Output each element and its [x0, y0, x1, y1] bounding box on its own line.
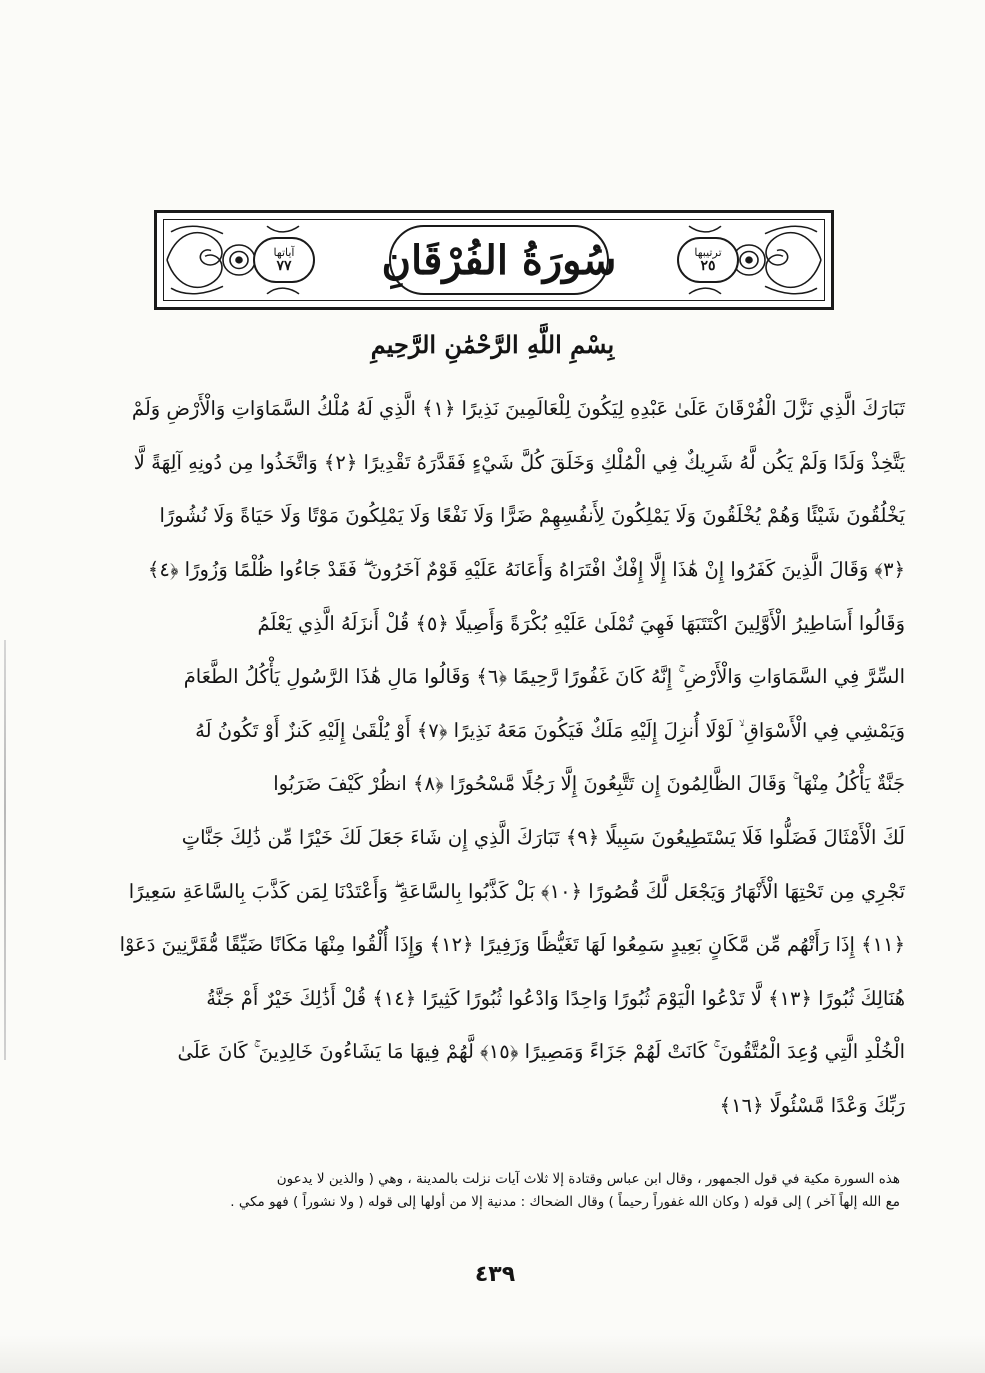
verse-block [90, 382, 905, 1132]
page-bottom-edge [0, 1335, 985, 1373]
verse-line: تَبَارَكَ الَّذِي نَزَّلَ الْفُرْقَانَ عَلَىٰ عَبْدِهِ لِيَكُونَ لِلْعَالَمِينَ نَذِيرًا ﴿١﴾ الَّذِي لَهُ مُلْكُ السَّمَاوَاتِ وَالْأَرْضِ وَلَمْ [131, 397, 905, 421]
verse-line: ﴿١١﴾ إِذَا رَأَتْهُم مِّن مَّكَانٍ بَعِيدٍ سَمِعُوا لَهَا تَغَيُّظًا وَزَفِيرًا ﴿١٢﴾ وَإِذَا أُلْقُوا مِنْهَا مَكَانًا ضَيِّقًا مُّقَرَّنِينَ دَعَوْا [119, 933, 905, 957]
ayat-count-medallion [253, 237, 315, 283]
verse-line: يَتَّخِذْ وَلَدًا وَلَمْ يَكُن لَّهُ شَرِيكٌ فِي الْمُلْكِ وَخَلَقَ كُلَّ شَيْءٍ فَقَدَّرَهُ تَقْدِيرًا ﴿٢﴾ وَاتَّخَذُوا مِن دُونِهِ آلِهَةً لَّا [133, 450, 905, 474]
verse-line: تَجْرِي مِن تَحْتِهَا الْأَنْهَارُ وَيَجْعَل لَّكَ قُصُورًا ﴿١٠﴾ بَلْ كَذَّبُوا بِالسَّاعَةِ ۖ وَأَعْتَدْنَا لِمَن كَذَّبَ بِالسَّاعَةِ سَعِيرًا [128, 879, 905, 903]
basmala: بِسْمِ اللَّهِ الرَّحْمَٰنِ الرَّحِيمِ [370, 330, 615, 359]
verse-line: الْخُلْدِ الَّتِي وُعِدَ الْمُتَّقُونَ ۚ كَانَتْ لَهُمْ جَزَاءً وَمَصِيرًا ﴿١٥﴾ لَّهُمْ فِيهَا مَا يَشَاءُونَ خَالِدِينَ ۚ كَانَ عَلَىٰ [177, 1040, 905, 1064]
order-number: ٢٥ [700, 258, 716, 274]
verse-line: رَبِّكَ وَعْدًا مَّسْئُولًا ﴿١٦﴾ [719, 1094, 905, 1118]
verse-line: لَكَ الْأَمْثَالَ فَضَلُّوا فَلَا يَسْتَطِيعُونَ سَبِيلًا ﴿٩﴾ تَبَارَكَ الَّذِي إِن شَاءَ جَعَلَ لَكَ خَيْرًا مِّن ذَٰلِكَ جَنَّاتٍ [181, 826, 905, 850]
verse-line: وَيَمْشِي فِي الْأَسْوَاقِ ۙ لَوْلَا أُنزِلَ إِلَيْهِ مَلَكٌ فَيَكُونَ مَعَهُ نَذِيرًا ﴿٧﴾ أَوْ يُلْقَىٰ إِلَيْهِ كَنزٌ أَوْ تَكُونُ لَهُ [195, 718, 905, 742]
ayat-label: آياتها [273, 246, 295, 259]
footnote [100, 1168, 900, 1214]
verse-line: يَخْلُقُونَ شَيْئًا وَهُمْ يُخْلَقُونَ وَلَا يَمْلِكُونَ لِأَنفُسِهِمْ ضَرًّا وَلَا نَفْعًا وَلَا يَمْلِكُونَ مَوْتًا وَلَا حَيَاةً وَلَا نُشُورًا [159, 504, 905, 528]
surah-title: سُورَةُ الفُرْقَانِ [381, 236, 617, 284]
ayat-number: ٧٧ [276, 258, 292, 274]
verse-line: جَنَّةٌ يَأْكُلُ مِنْهَا ۚ وَقَالَ الظَّالِمُونَ إِن تَتَّبِعُونَ إِلَّا رَجُلًا مَّسْحُورًا ﴿٨﴾ انظُرْ كَيْفَ ضَرَبُوا [273, 772, 905, 796]
surah-order-medallion [677, 237, 739, 283]
surah-title-cartouche [381, 225, 617, 295]
verse-line: وَقَالُوا أَسَاطِيرُ الْأَوَّلِينَ اكْتَتَبَهَا فَهِيَ تُمْلَىٰ عَلَيْهِ بُكْرَةً وَأَصِيلًا ﴿٥﴾ قُلْ أَنزَلَهُ الَّذِي يَعْلَمُ [257, 611, 905, 635]
verse-line: هُنَالِكَ ثُبُورًا ﴿١٣﴾ لَّا تَدْعُوا الْيَوْمَ ثُبُورًا وَاحِدًا وَادْعُوا ثُبُورًا كَثِيرًا ﴿١٤﴾ قُلْ أَذَٰلِكَ خَيْرٌ أَمْ جَنَّةُ [206, 986, 905, 1010]
verse-line: السِّرَّ فِي السَّمَاوَاتِ وَالْأَرْضِ ۚ إِنَّهُ كَانَ غَفُورًا رَّحِيمًا ﴿٦﴾ وَقَالُوا مَالِ هَٰذَا الرَّسُولِ يَأْكُلُ الطَّعَامَ [183, 665, 905, 689]
footnote-line: مع الله إلهاً آخر ) إلى قوله ( وكان الله غفوراً رحيماً ) وقال الضحاك : مدنية إلا من أولها إلى قوله ( ولا نشوراً ) فهو مكي . [230, 1194, 900, 1210]
footnote-line: هذه السورة مكية في قول الجمهور ، وقال ابن عباس وقتادة إلا ثلاث آيات نزلت بالمدينة ، وهي ( والذين لا يدعون [276, 1171, 900, 1187]
order-label: ترتيبها [694, 246, 722, 259]
page-edge-shadow [4, 640, 6, 1060]
surah-header-frame [154, 210, 834, 310]
page-number: ٤٣٩ [474, 1262, 516, 1287]
verse-line: ﴿٣﴾ وَقَالَ الَّذِينَ كَفَرُوا إِنْ هَٰذَا إِلَّا إِفْكٌ افْتَرَاهُ وَأَعَانَهُ عَلَيْهِ قَوْمٌ آخَرُونَ ۖ فَقَدْ جَاءُوا ظُلْمًا وَزُورًا ﴿٤﴾ [147, 558, 905, 582]
